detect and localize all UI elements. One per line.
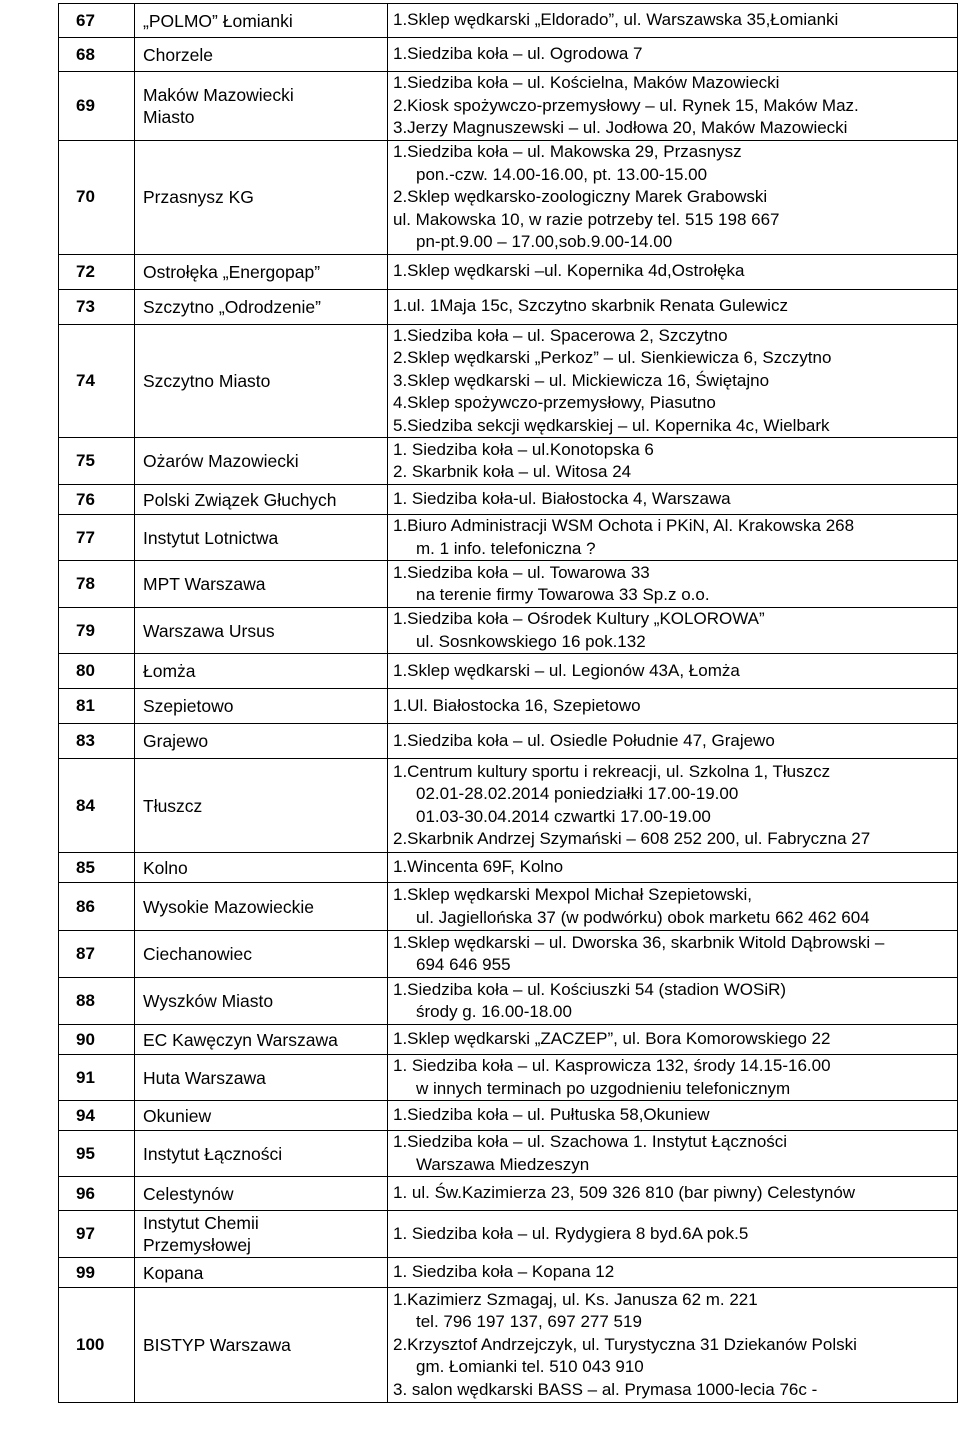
club-name-line: Szczytno Miasto: [143, 370, 271, 391]
row-number: 100: [59, 1288, 135, 1403]
row-number: 87: [59, 931, 135, 978]
club-name: [135, 1211, 388, 1258]
club-name: [135, 1177, 388, 1211]
table-row: [59, 931, 958, 978]
location-line: 2.Krzysztof Andrzejczyk, ul. Turystyczna 31 Dziekanów Polski: [393, 1334, 857, 1354]
table-row: [59, 324, 958, 438]
club-name: [135, 931, 388, 978]
location-line: 1.Siedziba koła – ul. Makowska 29, Przasnysz: [393, 142, 742, 161]
location-line: pn-pt.9.00 – 17.00,sob.9.00-14.00: [416, 232, 673, 251]
club-locations: [388, 608, 958, 654]
club-name: [135, 883, 388, 931]
fishing-club-locations-table: [58, 3, 958, 1403]
club-name-line: Ostrołęka „Energopap”: [143, 261, 321, 282]
club-name-line: Przasnysz KG: [143, 187, 254, 208]
club-locations: [388, 254, 958, 289]
location-line: 1.Siedziba koła – ul. Ogrodowa 7: [393, 44, 643, 64]
club-name: [135, 141, 388, 255]
club-locations: [388, 978, 958, 1025]
club-name-line: Ciechanowiec: [143, 944, 252, 964]
table-row: [59, 1211, 958, 1258]
location-line: 1.Sklep wędkarski – ul. Legionów 43A, Łomża: [393, 660, 740, 680]
club-name: [135, 1055, 388, 1101]
location-line: 1. Siedziba koła-ul. Białostocka 4, Warszawa: [393, 489, 731, 509]
club-name: [135, 1131, 388, 1177]
location-line: Warszawa Miedzeszyn: [416, 1154, 590, 1174]
club-locations: [388, 4, 958, 38]
club-locations: [388, 853, 958, 883]
club-locations: [388, 485, 958, 515]
club-name: [135, 1101, 388, 1131]
location-line: 1. ul. Św.Kazimierza 23, 509 326 810 (bar piwny) Celestynów: [393, 1183, 856, 1203]
location-line: ul. Jagiellońska 37 (w podwórku) obok marketu 662 462 604: [416, 907, 870, 927]
row-number: 74: [59, 324, 135, 438]
club-locations: [388, 724, 958, 759]
location-line: 2.Kiosk spożywczo-przemysłowy – ul. Rynek 15, Maków Maz.: [393, 95, 859, 115]
location-line: 1. Siedziba koła – Kopana 12: [393, 1262, 615, 1282]
row-number: 72: [59, 254, 135, 289]
row-number: 79: [59, 608, 135, 654]
location-line: 01.03-30.04.2014 czwartki 17.00-19.00: [416, 806, 711, 826]
club-name-line: „POLMO” Łomianki: [143, 10, 293, 31]
location-line: ul. Sosnkowskiego 16 pok.132: [416, 631, 646, 651]
row-number: 81: [59, 689, 135, 724]
club-locations: [388, 438, 958, 485]
club-name-line: Celestynów: [143, 1183, 234, 1204]
location-line: na terenie firmy Towarowa 33 Sp.z o.o.: [416, 585, 710, 604]
row-number: 95: [59, 1131, 135, 1177]
location-line: 1.Siedziba koła – ul. Szachowa 1. Instytut Łączności: [393, 1132, 788, 1151]
location-line: 1.Siedziba koła – ul. Towarowa 33: [393, 562, 650, 582]
location-line: 1.Sklep wędkarski – ul. Dworska 36, skarbnik Witold Dąbrowski –: [393, 932, 885, 952]
location-line: 1. Siedziba koła – ul. Rydygiera 8 byd.6A pok.5: [393, 1223, 749, 1243]
table-row: [59, 4, 958, 38]
table-row: [59, 1131, 958, 1177]
location-line: w innych terminach po uzgodnieniu telefonicznym: [416, 1078, 791, 1098]
location-line: 2.Sklep wędkarski „Perkoz” – ul. Sienkiewicza 6, Szczytno: [393, 348, 832, 367]
club-locations: [388, 1258, 958, 1288]
club-name-line: Tłuszcz: [143, 795, 203, 816]
club-name: [135, 853, 388, 883]
club-locations: [388, 561, 958, 608]
table-row: [59, 1258, 958, 1288]
location-line: 1.Sklep wędkarski „ZACZEP”, ul. Bora Komorowskiego 22: [393, 1029, 831, 1049]
row-number: 78: [59, 561, 135, 608]
location-line: 2.Sklep wędkarsko-zoologiczny Marek Grabowski: [393, 187, 768, 206]
row-number: 86: [59, 883, 135, 931]
location-line: 4.Sklep spożywczo-przemysłowy, Piasutno: [393, 393, 716, 412]
row-number: 84: [59, 759, 135, 853]
location-line: 1.ul. 1Maja 15c, Szczytno skarbnik Renata Gulewicz: [393, 296, 788, 316]
club-name-line: Szepietowo: [143, 696, 234, 716]
club-name: [135, 38, 388, 72]
club-locations: [388, 654, 958, 689]
location-line: 1. Siedziba koła – ul.Konotopska 6: [393, 439, 654, 459]
location-line: 1.Sklep wędkarski –ul. Kopernika 4d,Ostrołęka: [393, 261, 745, 281]
club-locations: [388, 72, 958, 141]
location-line: 694 646 955: [416, 955, 511, 974]
club-locations: [388, 1025, 958, 1055]
table-body: [59, 4, 958, 1403]
location-line: 1.Siedziba koła – ul. Pułtuska 58,Okuniew: [393, 1105, 710, 1125]
table-row: [59, 883, 958, 931]
club-name-line: Wyszków Miasto: [143, 991, 274, 1011]
location-line: 1.Wincenta 69F, Kolno: [393, 857, 564, 877]
club-locations: [388, 759, 958, 853]
club-name-line: Kopana: [143, 1262, 204, 1283]
location-line: 1.Siedziba koła – ul. Kościelna, Maków Mazowiecki: [393, 73, 780, 93]
club-name-line: Szczytno „Odrodzenie”: [143, 296, 321, 317]
club-locations: [388, 931, 958, 978]
club-name: [135, 1288, 388, 1403]
club-name: [135, 515, 388, 561]
club-locations: [388, 1101, 958, 1131]
club-locations: [388, 1131, 958, 1177]
club-locations: [388, 1211, 958, 1258]
table-row: [59, 759, 958, 853]
row-number: 70: [59, 141, 135, 255]
row-number: 73: [59, 289, 135, 324]
club-name-line: Chorzele: [143, 44, 214, 65]
row-number: 75: [59, 438, 135, 485]
table-row: [59, 654, 958, 689]
table-row: [59, 853, 958, 883]
table-row: [59, 72, 958, 141]
row-number: 94: [59, 1101, 135, 1131]
table-row: [59, 608, 958, 654]
table-row: [59, 1101, 958, 1131]
row-number: 85: [59, 853, 135, 883]
location-line: środy g. 16.00-18.00: [416, 1002, 572, 1021]
club-name: [135, 254, 388, 289]
table-row: [59, 1177, 958, 1211]
club-locations: [388, 883, 958, 931]
club-locations: [388, 515, 958, 561]
row-number: 77: [59, 515, 135, 561]
table-row: [59, 724, 958, 759]
row-number: 90: [59, 1025, 135, 1055]
club-name: [135, 759, 388, 853]
club-name-line: Kolno: [143, 857, 188, 878]
table-row: [59, 289, 958, 324]
location-line: m. 1 info. telefoniczna ?: [416, 538, 596, 558]
club-name: [135, 72, 388, 141]
club-name: [135, 1025, 388, 1055]
club-name-line: Instytut Lotnictwa: [143, 527, 279, 548]
table-row: [59, 1055, 958, 1101]
club-name: [135, 978, 388, 1025]
location-line: 2.Skarbnik Andrzej Szymański – 608 252 200, ul. Fabryczna 27: [393, 829, 871, 848]
club-name: [135, 324, 388, 438]
location-line: 1.Ul. Białostocka 16, Szepietowo: [393, 695, 641, 715]
club-locations: [388, 141, 958, 255]
club-name-line: Wysokie Mazowieckie: [143, 896, 315, 917]
club-name-line: BISTYP Warszawa: [143, 1335, 291, 1355]
location-line: 2. Skarbnik koła – ul. Witosa 24: [393, 462, 632, 481]
club-name: [135, 438, 388, 485]
row-number: 76: [59, 485, 135, 515]
table-row: [59, 141, 958, 255]
club-name: [135, 608, 388, 654]
location-line: 3.Jerzy Magnuszewski – ul. Jodłowa 20, Maków Mazowiecki: [393, 118, 848, 138]
location-line: 1.Siedziba koła – ul. Osiedle Południe 47, Grajewo: [393, 730, 775, 750]
table-row: [59, 515, 958, 561]
row-number: 97: [59, 1211, 135, 1258]
row-number: 68: [59, 38, 135, 72]
location-line: 1.Siedziba koła – ul. Spacerowa 2, Szczytno: [393, 325, 728, 345]
row-number: 91: [59, 1055, 135, 1101]
club-name-line: Warszawa Ursus: [143, 620, 275, 641]
club-name-line: Okuniew: [143, 1105, 212, 1126]
club-locations: [388, 289, 958, 324]
location-line: 1.Centrum kultury sportu i rekreacji, ul. Szkolna 1, Tłuszcz: [393, 761, 831, 781]
club-name: [135, 561, 388, 608]
club-name-line: MPT Warszawa: [143, 574, 266, 594]
table-row: [59, 38, 958, 72]
table-row: [59, 561, 958, 608]
row-number: 67: [59, 4, 135, 38]
club-name: [135, 4, 388, 38]
table-row: [59, 689, 958, 724]
row-number: 69: [59, 72, 135, 141]
club-name: [135, 654, 388, 689]
club-name: [135, 485, 388, 515]
location-line: 1.Siedziba koła – Ośrodek Kultury „KOLOROWA”: [393, 609, 765, 628]
location-line: 3. salon wędkarski BASS – al. Prymasa 1000-lecia 76c -: [393, 1379, 818, 1399]
row-number: 99: [59, 1258, 135, 1288]
location-line: 5.Siedziba sekcji wędkarskiej – ul. Kopernika 4c, Wielbark: [393, 415, 830, 435]
location-line: 3.Sklep wędkarski – ul. Mickiewicza 16, Świętajno: [393, 370, 770, 390]
club-name: [135, 289, 388, 324]
club-name-line: Instytut Łączności: [143, 1143, 283, 1164]
club-name-line: EC Kawęczyn Warszawa: [143, 1029, 338, 1050]
row-number: 80: [59, 654, 135, 689]
row-number: 83: [59, 724, 135, 759]
table-row: [59, 1288, 958, 1403]
row-number: 88: [59, 978, 135, 1025]
location-line: 1.Biuro Administracji WSM Ochota i PKiN, Al. Krakowska 268: [393, 516, 855, 535]
table-row: [59, 978, 958, 1025]
club-locations: [388, 1055, 958, 1101]
club-locations: [388, 1288, 958, 1403]
club-name: [135, 689, 388, 724]
club-name: [135, 1258, 388, 1288]
location-line: 1. Siedziba koła – ul. Kasprowicza 132, środy 14.15-16.00: [393, 1056, 831, 1075]
row-number: 96: [59, 1177, 135, 1211]
club-name-line: Maków Mazowiecki: [143, 85, 294, 105]
club-name-line: Instytut Chemii: [143, 1213, 259, 1233]
club-name-line: Polski Związek Głuchych: [143, 489, 337, 510]
club-locations: [388, 1177, 958, 1211]
location-line: tel. 796 197 137, 697 277 519: [416, 1312, 642, 1332]
club-locations: [388, 689, 958, 724]
table-row: [59, 485, 958, 515]
location-line: ul. Makowska 10, w razie potrzeby tel. 515 198 667: [393, 209, 780, 229]
location-line: 1.Kazimierz Szmagaj, ul. Ks. Janusza 62 m. 221: [393, 1289, 758, 1309]
club-locations: [388, 324, 958, 438]
club-name-line: Grajewo: [143, 731, 209, 751]
location-line: 1.Sklep wędkarski Mexpol Michał Szepietowski,: [393, 885, 753, 904]
club-name-line: Łomża: [143, 661, 196, 681]
table-row: [59, 1025, 958, 1055]
table-row: [59, 254, 958, 289]
club-name-line: Przemysłowej: [143, 1235, 251, 1255]
club-name: [135, 724, 388, 759]
location-line: pon.-czw. 14.00-16.00, pt. 13.00-15.00: [416, 164, 708, 184]
location-line: 1.Sklep wędkarski „Eldorado”, ul. Warszawska 35,Łomianki: [393, 10, 839, 30]
club-name-line: Ożarów Mazowiecki: [143, 451, 299, 471]
club-name-line: Miasto: [143, 107, 195, 127]
table-row: [59, 438, 958, 485]
location-line: 02.01-28.02.2014 poniedziałki 17.00-19.00: [416, 784, 739, 803]
club-locations: [388, 38, 958, 72]
club-name-line: Huta Warszawa: [143, 1067, 266, 1088]
location-line: gm. Łomianki tel. 510 043 910: [416, 1357, 644, 1377]
location-line: 1.Siedziba koła – ul. Kościuszki 54 (stadion WOSiR): [393, 979, 787, 999]
